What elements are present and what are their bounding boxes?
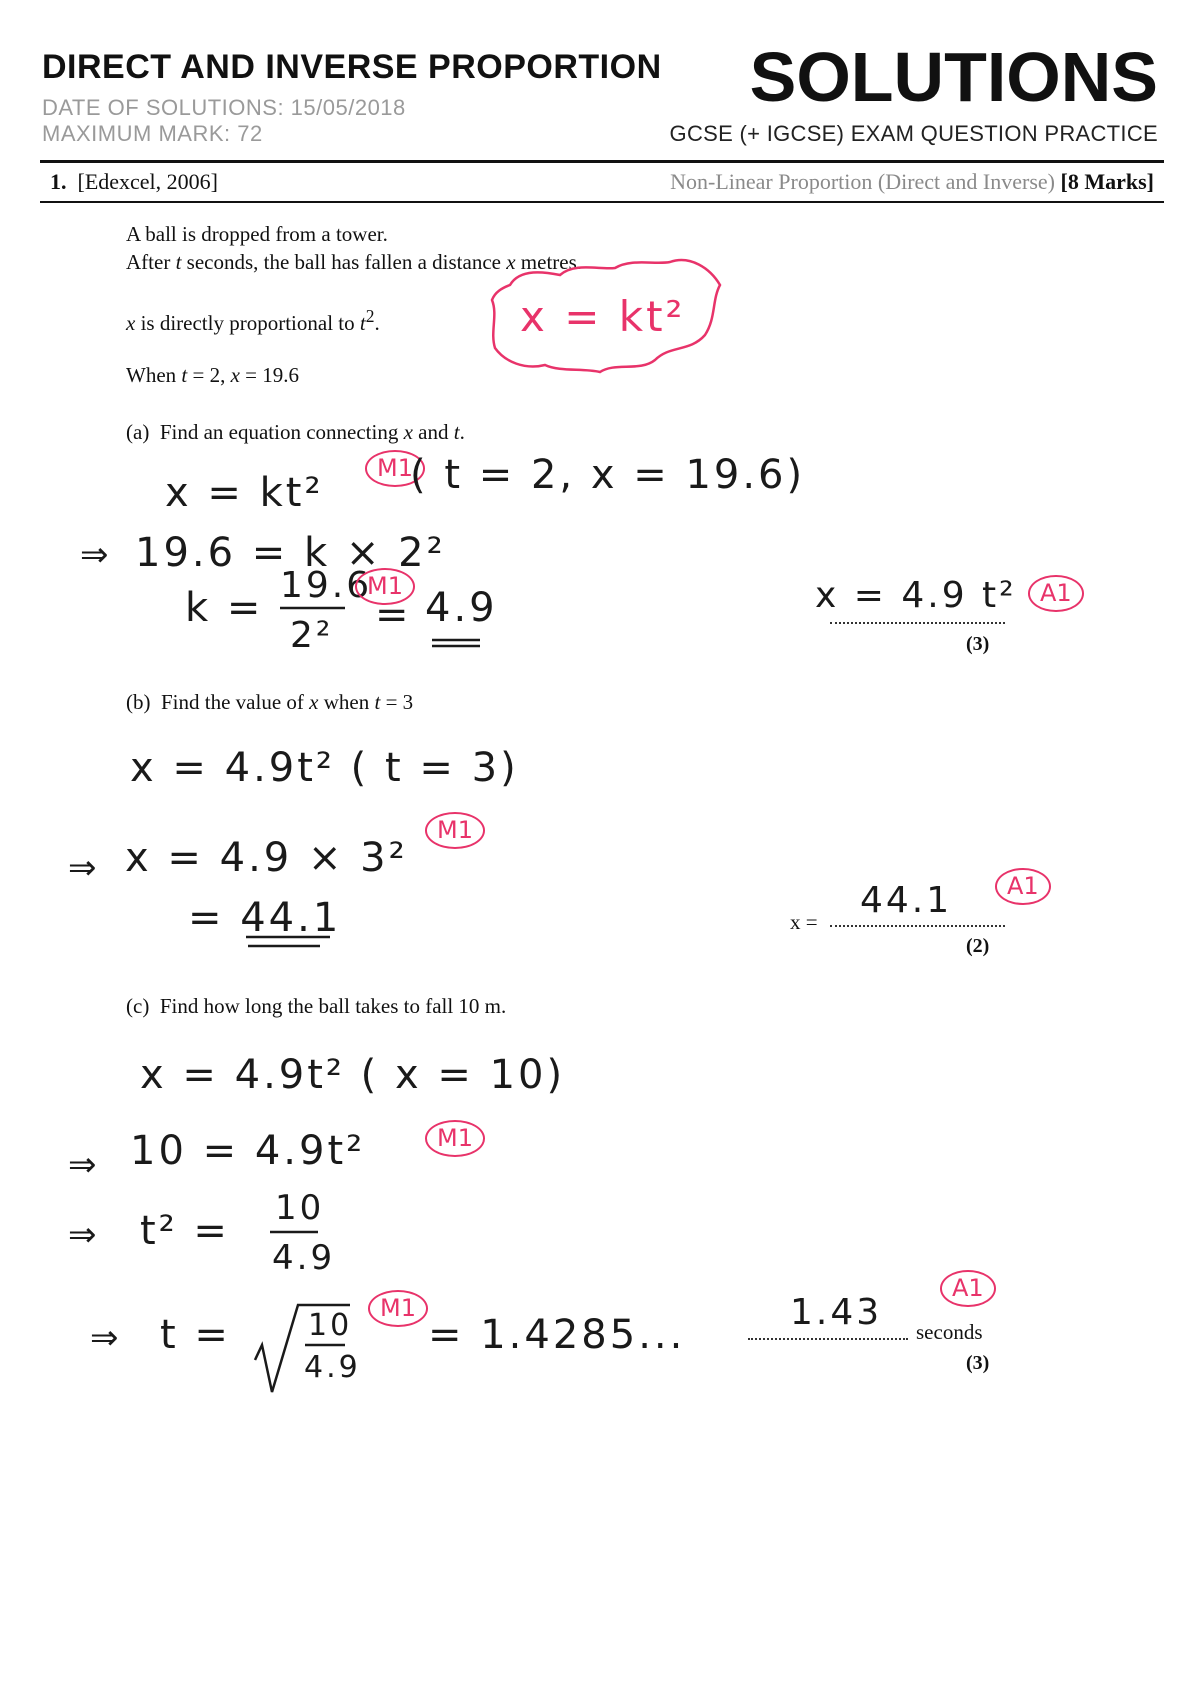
stem-text: = 2, xyxy=(187,363,231,387)
part-a-line-1: x = kt² xyxy=(165,470,324,516)
stem-text: When xyxy=(126,363,182,387)
stem-text: is directly proportional to xyxy=(135,311,360,335)
stem-line-1: A ball is dropped from a tower. xyxy=(126,222,388,246)
part-c-marks: (3) xyxy=(966,1352,990,1374)
part-c-line-1: x = 4.9t² ( x = 10) xyxy=(140,1052,566,1098)
stem-text: After xyxy=(126,250,176,274)
part-label: (b) xyxy=(126,690,151,714)
exponent: 2 xyxy=(365,306,375,326)
part-a-line-2: 19.6 = k × 2² xyxy=(135,530,446,576)
part-a-equals: = xyxy=(375,592,412,638)
part-c-fraction-numerator: 10 xyxy=(275,1188,325,1228)
part-b-line-3: = 44.1 xyxy=(188,895,342,941)
part-a-prompt xyxy=(126,420,465,445)
mark-m1: M1 xyxy=(425,1120,485,1157)
var-t: t xyxy=(453,420,460,444)
var-x: x xyxy=(126,311,136,335)
sqrt-numerator: 10 xyxy=(308,1308,353,1343)
mark-m1: M1 xyxy=(365,450,425,487)
var-t: t xyxy=(175,250,182,274)
implies-arrow: ⇒ xyxy=(68,1215,97,1255)
part-c-result: = 1.4285... xyxy=(428,1312,686,1358)
stem-text: . xyxy=(374,311,380,335)
part-a-k-label: k = xyxy=(185,585,264,631)
mark-a1: A1 xyxy=(940,1270,996,1307)
var-x: x xyxy=(403,420,413,444)
sqrt-denominator: 4.9 xyxy=(304,1350,361,1385)
stem-text: seconds, the ball has fallen a distance xyxy=(181,250,507,274)
prompt-text: = 3 xyxy=(380,690,414,714)
var-t: t xyxy=(374,690,381,714)
part-c-t-squared: t² = xyxy=(140,1208,230,1254)
mark-m1: M1 xyxy=(425,812,485,849)
exam-subtitle: GCSE (+ IGCSE) EXAM QUESTION PRACTICE xyxy=(669,121,1158,146)
var-x: x xyxy=(309,690,319,714)
var-x: x xyxy=(230,363,240,387)
mark-a1: A1 xyxy=(1028,575,1084,612)
part-b-line-2: x = 4.9 × 3² xyxy=(125,835,408,881)
part-a-fraction-denominator: 2² xyxy=(290,615,334,656)
prompt-text: Find the value of xyxy=(161,690,310,714)
prompt-text: when xyxy=(318,690,375,714)
part-c-fraction-denominator: 4.9 xyxy=(272,1238,336,1278)
part-c-answer: 1.43 xyxy=(790,1292,883,1333)
var-t: t xyxy=(359,311,366,335)
stem-text: metres. xyxy=(515,250,583,274)
prompt-text: Find an equation connecting xyxy=(159,420,404,444)
part-c-prompt xyxy=(126,994,506,1019)
implies-arrow: ⇒ xyxy=(80,535,109,575)
stem-text: = 19.6 xyxy=(239,363,300,387)
part-a-fraction-numerator: 19.6 xyxy=(280,565,373,606)
solutions-date: DATE OF SOLUTIONS: 15/05/2018 xyxy=(42,95,406,120)
part-c-unit: seconds xyxy=(916,1320,983,1344)
maximum-mark: MAXIMUM MARK: 72 xyxy=(42,121,263,146)
mark-m1: M1 xyxy=(368,1290,428,1327)
question-source: [Edexcel, 2006] xyxy=(77,169,218,194)
part-b-answer: 44.1 xyxy=(860,880,953,921)
part-b-line-1: x = 4.9t² ( t = 3) xyxy=(130,745,519,791)
solutions-heading: SOLUTIONS xyxy=(749,38,1158,116)
prompt-text: Find how long the ball takes to fall 10 m. xyxy=(159,994,507,1018)
part-a-marks: (3) xyxy=(966,633,990,655)
prompt-text: . xyxy=(459,420,465,444)
question-number: 1. xyxy=(50,169,67,194)
topic-label: Non-Linear Proportion (Direct and Inverse) xyxy=(670,169,1056,194)
part-label: (a) xyxy=(126,420,150,444)
part-a-answer: x = 4.9 t² xyxy=(815,575,1017,616)
part-label: (c) xyxy=(126,994,150,1018)
answer-line-a xyxy=(830,622,1005,624)
worksheet-title: DIRECT AND INVERSE PROPORTION xyxy=(42,48,662,86)
part-b-prompt xyxy=(126,690,413,715)
part-c-line-2: 10 = 4.9t² xyxy=(130,1128,366,1174)
var-x: x xyxy=(506,250,516,274)
implies-arrow: ⇒ xyxy=(68,848,97,888)
boxed-equation: x = kt² xyxy=(520,292,686,341)
mark-a1: A1 xyxy=(995,868,1051,905)
var-t: t xyxy=(181,363,188,387)
part-c-t-label: t = xyxy=(160,1312,231,1358)
answer-line-c xyxy=(748,1338,908,1340)
part-b-answer-label: x = xyxy=(790,910,818,934)
mark-m1: M1 xyxy=(355,568,415,605)
part-a-condition: ( t = 2, x = 19.6) xyxy=(410,452,806,498)
answer-line-b xyxy=(830,925,1005,927)
implies-arrow: ⇒ xyxy=(68,1145,97,1185)
answer-underline-k xyxy=(432,640,480,646)
implies-arrow: ⇒ xyxy=(90,1318,119,1358)
part-b-marks: (2) xyxy=(966,935,990,957)
part-a-k-value: 4.9 xyxy=(425,585,498,631)
prompt-text: and xyxy=(412,420,454,444)
question-marks: [8 Marks] xyxy=(1060,169,1154,194)
